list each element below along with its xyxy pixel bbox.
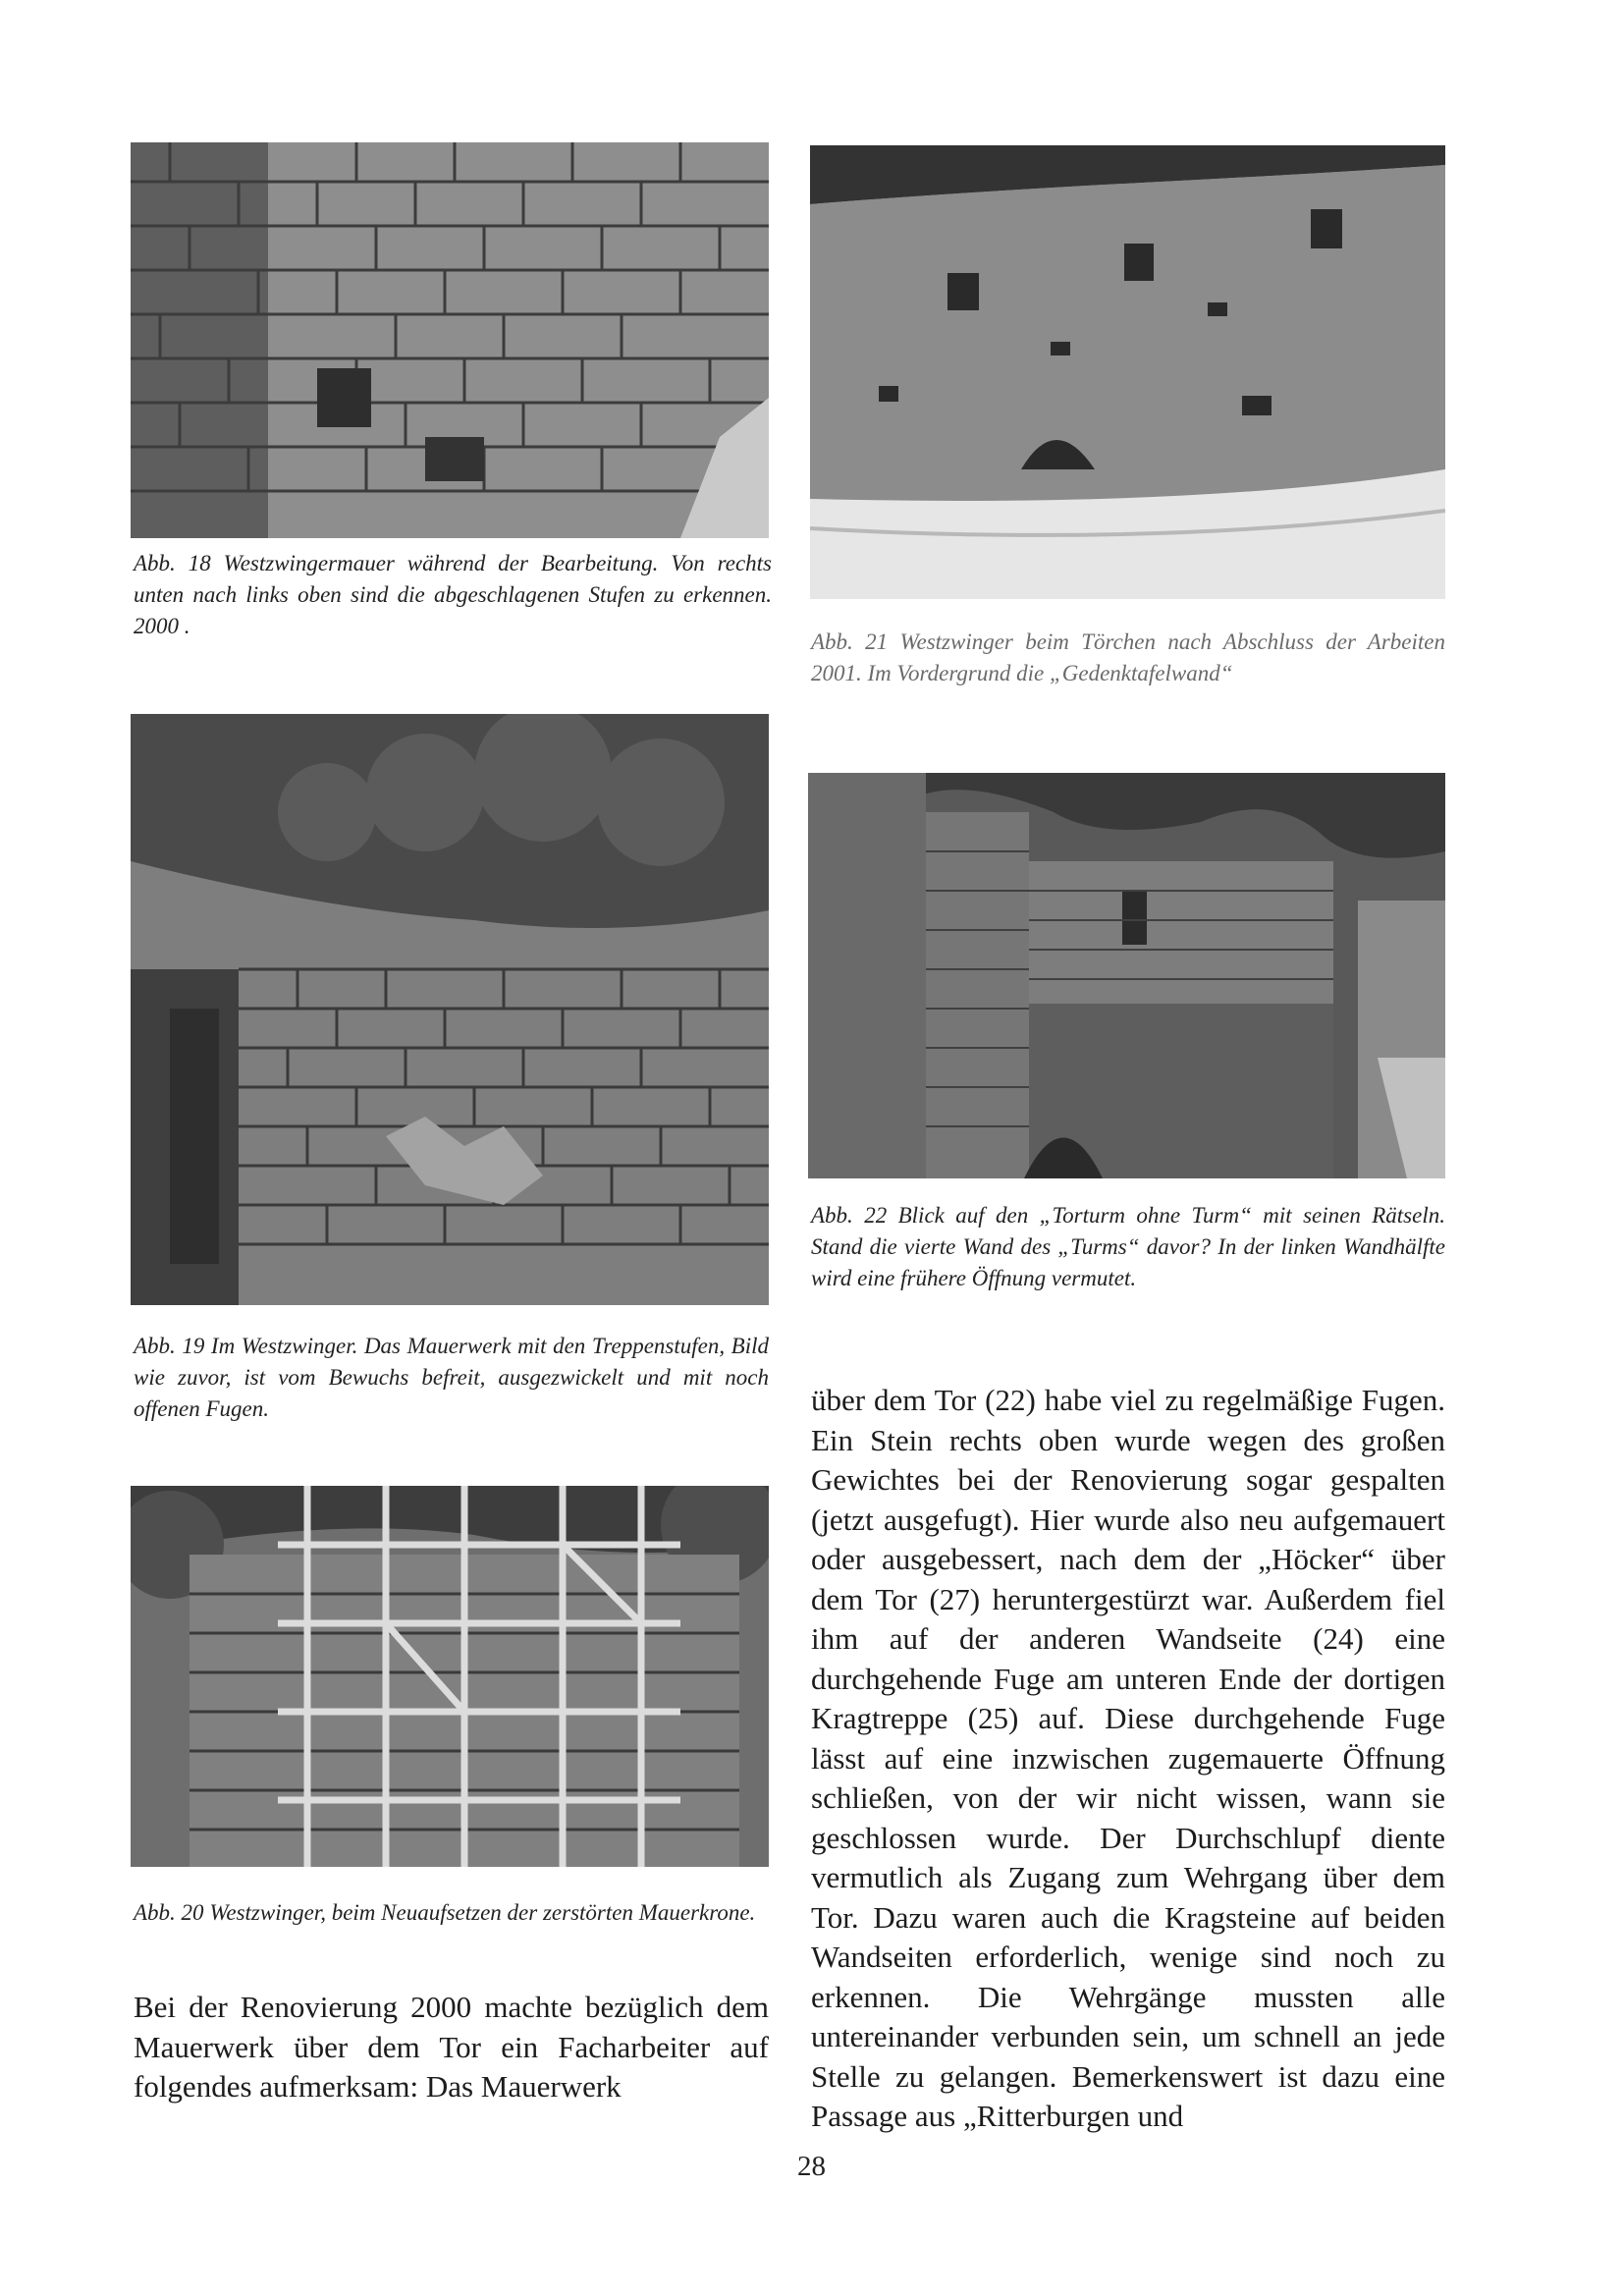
- figure-18-label: Abb. 18: [134, 551, 211, 575]
- figure-20-label: Abb. 20: [134, 1900, 204, 1925]
- scaffolding-image: [131, 1486, 769, 1867]
- figure-22-label: Abb. 22: [811, 1203, 888, 1228]
- figure-22-caption-text: Blick auf den „Torturm ohne Turm“ mit seinen Rätseln. Stand die vierte Wand des „Turms“ davor? In der linken Wandhälfte wird eine frühere Öffnung vermutet.: [811, 1203, 1445, 1290]
- stone-wall-stairs-image: [131, 714, 769, 1305]
- figure-20-photo: [131, 1486, 769, 1867]
- figure-18-photo: [131, 142, 769, 538]
- figure-19-caption: [134, 1331, 769, 1425]
- figure-18-caption-text: Westzwingermauer während der Bearbeitung. Von rechts unten nach links oben sind die abgeschlagenen Stufen zu erkennen. 2000 .: [134, 551, 772, 638]
- figure-21-caption-text: Westzwinger beim Törchen nach Abschluss der Arbeiten 2001. Im Vordergrund die „Gedenktafelwand“: [811, 629, 1445, 685]
- figure-20-caption-text: Westzwinger, beim Neuaufsetzen der zerstörten Mauerkrone.: [209, 1900, 756, 1925]
- wall-with-windows-image: [810, 145, 1445, 599]
- figure-22-photo: [808, 773, 1445, 1178]
- page-number: 28: [797, 2151, 826, 2182]
- figure-21-label: Abb. 21: [811, 629, 889, 654]
- figure-19-label: Abb. 19: [134, 1334, 205, 1358]
- stone-wall-image: [131, 142, 769, 538]
- figure-19-photo: [131, 714, 769, 1305]
- figure-21-photo: [810, 145, 1445, 599]
- tower-walls-image: [808, 773, 1445, 1178]
- body-text-right-column: über dem Tor (22) habe viel zu regelmäßige Fugen. Ein Stein rechts oben wurde wegen des großen Gewichtes bei der Renovierung sogar gespalten (jetzt ausgefugt). Hier wurde also neu aufgemauert oder ausgebessert, nach dem der „Höcker“ über dem Tor (27) heruntergestürzt war. Außerdem fiel ihm auf der anderen Wandseite (24) eine durchgehende Fuge am unteren Ende der dortigen Kragtreppe (25) auf. Diese durchgehende Fuge lässt auf eine inzwischen zugemauerte Öffnung schließen, von der wir nicht wissen, wann sie geschlossen wurde. Der Durchschlupf diente vermutlich als Zugang zum Wehrgang über dem Tor. Dazu waren auch die Kragsteine auf beiden Wandseiten erforderlich, wenige sind noch zu erkennen. Die Wehrgänge mussten alle untereinander verbunden sein, um schnell an jede Stelle zu gelangen. Bemerkenswert ist dazu eine Passage aus „Ritterburgen und: [811, 1383, 1445, 2133]
- body-text-left-column: Bei der Renovierung 2000 machte bezüglich dem Mauerwerk über dem Tor ein Facharbeiter auf folgendes aufmerksam: Das Mauerwerk: [134, 1990, 769, 2104]
- figure-21-caption: [811, 627, 1445, 689]
- figure-20-caption: [134, 1897, 769, 1929]
- figure-18-caption: [134, 548, 772, 642]
- figure-22-caption: [811, 1200, 1445, 1294]
- figure-19-caption-text: Im Westzwinger. Das Mauerwerk mit den Treppenstufen, Bild wie zuvor, ist vom Bewuchs befreit, ausgezwickelt und mit noch offenen Fugen.: [134, 1334, 769, 1421]
